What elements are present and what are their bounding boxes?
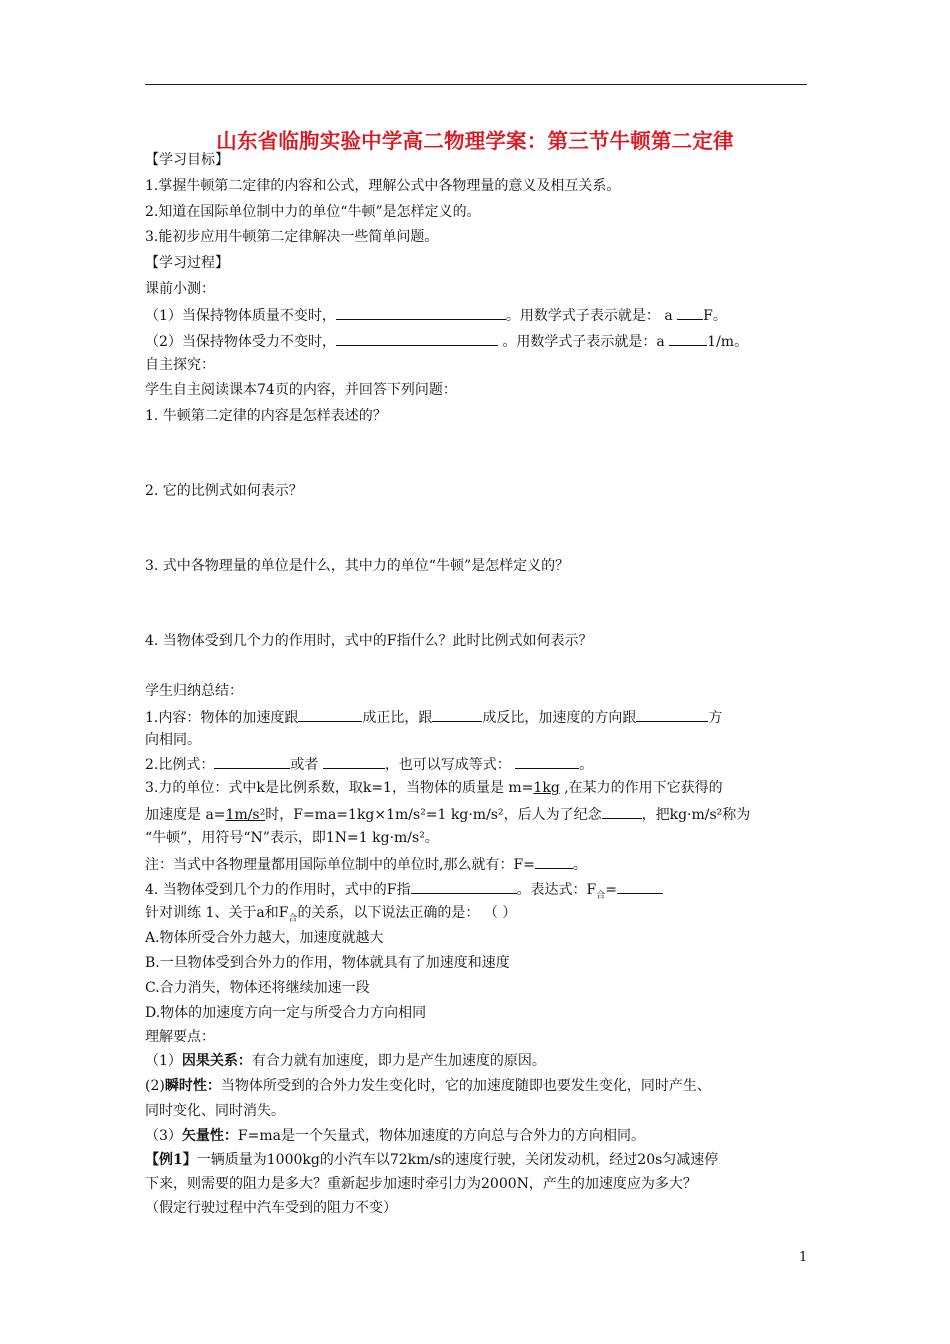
blank [636,706,708,722]
s1-text: 成正比，跟 [362,710,433,726]
s1-text: 成反比，加速度的方向跟 [482,710,637,726]
blank [336,330,498,346]
note-text: 。 [572,857,587,873]
point-text: F=ma是一个矢量式，物体加速度的方向总与合外力的方向相同。 [237,1128,645,1144]
s3-text: 3.力的单位：式中k是比例系数，取k=1，当物体的质量是 m= [145,780,534,796]
point-keyword: 瞬时性： [164,1078,221,1094]
s3-text: 加速度是 a= [145,807,226,823]
goal-item-2: 2.知道在国际单位制中力的单位“牛顿”是怎样定义的。 [145,204,481,220]
blank [323,753,385,769]
s2-text: 或者 [290,757,323,773]
point-number: （3） [145,1128,182,1144]
summary-item-1 [145,706,722,728]
q2-middle: 。用数学式子表示就是：a [497,334,665,350]
example-text: 一辆质量为1000kg的小汽车以72km/s的速度行驶，关闭发动机，经过20s匀减速停 [196,1152,719,1168]
summary-item-4 [145,878,663,900]
acceleration-value: 1m/s² [225,807,266,823]
read-instruction: 学生自主阅读课本74页的内容，并回答下列问题： [145,382,457,398]
example-1-line-2: 下来，则需要的阻力是多大？重新起步加速时牵引力为2000N，产生的加速度应为多大？ [145,1176,697,1192]
q1-prefix: （1）当保持物体质量不变时， [145,308,336,324]
blank [298,706,362,722]
blank [535,853,573,869]
s3-text: 时，F=ma=1kg×1m/s²=1 kg·m/s²，后人为了纪念 [265,807,602,823]
mass-value: 1kg [533,780,560,796]
page-title: 山东省临朐实验中学高二物理学案：第三节牛顿第二定律 [216,129,734,153]
option-c: C.合力消失，物体还将继续加速一段 [145,980,370,996]
question-4: 4. 当物体受到几个力的作用时，式中的F指什么？此时比例式如何表示？ [145,633,593,649]
point-number: （1） [145,1053,182,1069]
summary-item-3-line-2 [145,803,750,825]
goal-item-3: 3.能初步应用牛顿第二定律解决一些简单问题。 [145,229,439,245]
s4-text: 。表达式：F [516,882,597,898]
blank [214,753,290,769]
example-label: 【例1】 [145,1152,197,1168]
s3-text: ,在某力的作用下它获得的 [559,780,723,796]
pretest-question-1 [145,304,727,326]
s1-text: 方 [708,710,723,726]
point-3 [145,1126,645,1146]
q2-prefix: （2）当保持物体受力不变时， [145,334,336,350]
point-text: 当物体所受到的合外力发生变化时，它的加速度随即也要发生变化，同时产生、 [220,1078,711,1094]
s3-text: ，把kg·m/s²称为 [641,807,751,823]
question-3: 3. 式中各物理量的单位是什么，其中力的单位“牛顿”是怎样定义的？ [145,558,570,574]
point-2-cont: 同时变化、同时消失。 [145,1103,285,1119]
q2-suffix: 1/m。 [707,334,749,350]
option-d: D.物体的加速度方向一定与所受合力方向相同 [145,1005,427,1021]
example-1 [145,1150,718,1170]
option-a: A.物体所受合外力越大，加速度就越大 [145,930,384,946]
subscript: 合 [596,890,606,901]
summary-item-3-line-3: “牛顿”，用符号“N”表示，即1N=1 kg·m/s²。 [145,830,439,846]
pretest-label: 课前小测： [145,281,215,297]
blank [677,304,703,320]
summary-item-3 [145,778,723,798]
page-number: 1 [799,1250,808,1265]
summary-label: 学生归纳总结： [145,683,243,699]
process-heading: 【学习过程】 [145,255,229,271]
blank [432,706,482,722]
pretest-question-2 [145,330,748,352]
point-1 [145,1051,546,1071]
blank [515,753,579,769]
note [145,853,587,875]
summary-item-1-cont: 向相同。 [145,732,201,748]
subscript: 合 [288,913,298,924]
blank [669,330,707,346]
s2-text: 。 [579,757,594,773]
training-stem [145,903,516,923]
blank [336,304,506,320]
q1-middle: 。用数学式子表示就是： a [505,308,673,324]
blank [602,803,642,819]
header-rule [145,84,807,85]
point-number: (2) [145,1078,165,1094]
point-keyword: 因果关系： [181,1053,252,1069]
points-label: 理解要点： [145,1029,215,1045]
stem-text: 的关系，以下说法正确的是： （ ） [297,905,517,921]
question-1: 1. 牛顿第二定律的内容是怎样表述的？ [145,408,387,424]
blank [617,878,663,894]
point-keyword: 矢量性： [181,1128,238,1144]
q1-suffix: F。 [703,308,727,324]
stem-text: 针对训练 1、关于a和F [145,905,289,921]
s2-text: 2.比例式： [145,757,215,773]
goals-heading: 【学习目标】 [145,152,229,168]
summary-item-2 [145,753,593,775]
example-1-line-3: （假定行驶过程中汽车受到的阻力不变） [145,1200,397,1216]
question-2: 2. 它的比例式如何表示？ [145,483,303,499]
point-2 [145,1076,711,1096]
s2-text: ，也可以写成等式： [384,757,511,773]
s4-text: = [605,882,617,898]
s1-text: 1.内容：物体的加速度跟 [145,710,299,726]
blank [411,878,517,894]
point-text: 有合力就有加速度，即力是产生加速度的原因。 [251,1053,546,1069]
s4-text: 4. 当物体受到几个力的作用时，式中的F指 [145,882,411,898]
goal-item-1: 1.掌握牛顿第二定律的内容和公式，理解公式中各物理量的意义及相互关系。 [145,178,621,194]
option-b: B.一旦物体受到合外力的作用，物体就具有了加速度和速度 [145,955,510,971]
note-text: 注：当式中各物理量都用国际单位制中的单位时,那么就有：F= [145,857,535,873]
explore-label: 自主探究： [145,357,215,373]
